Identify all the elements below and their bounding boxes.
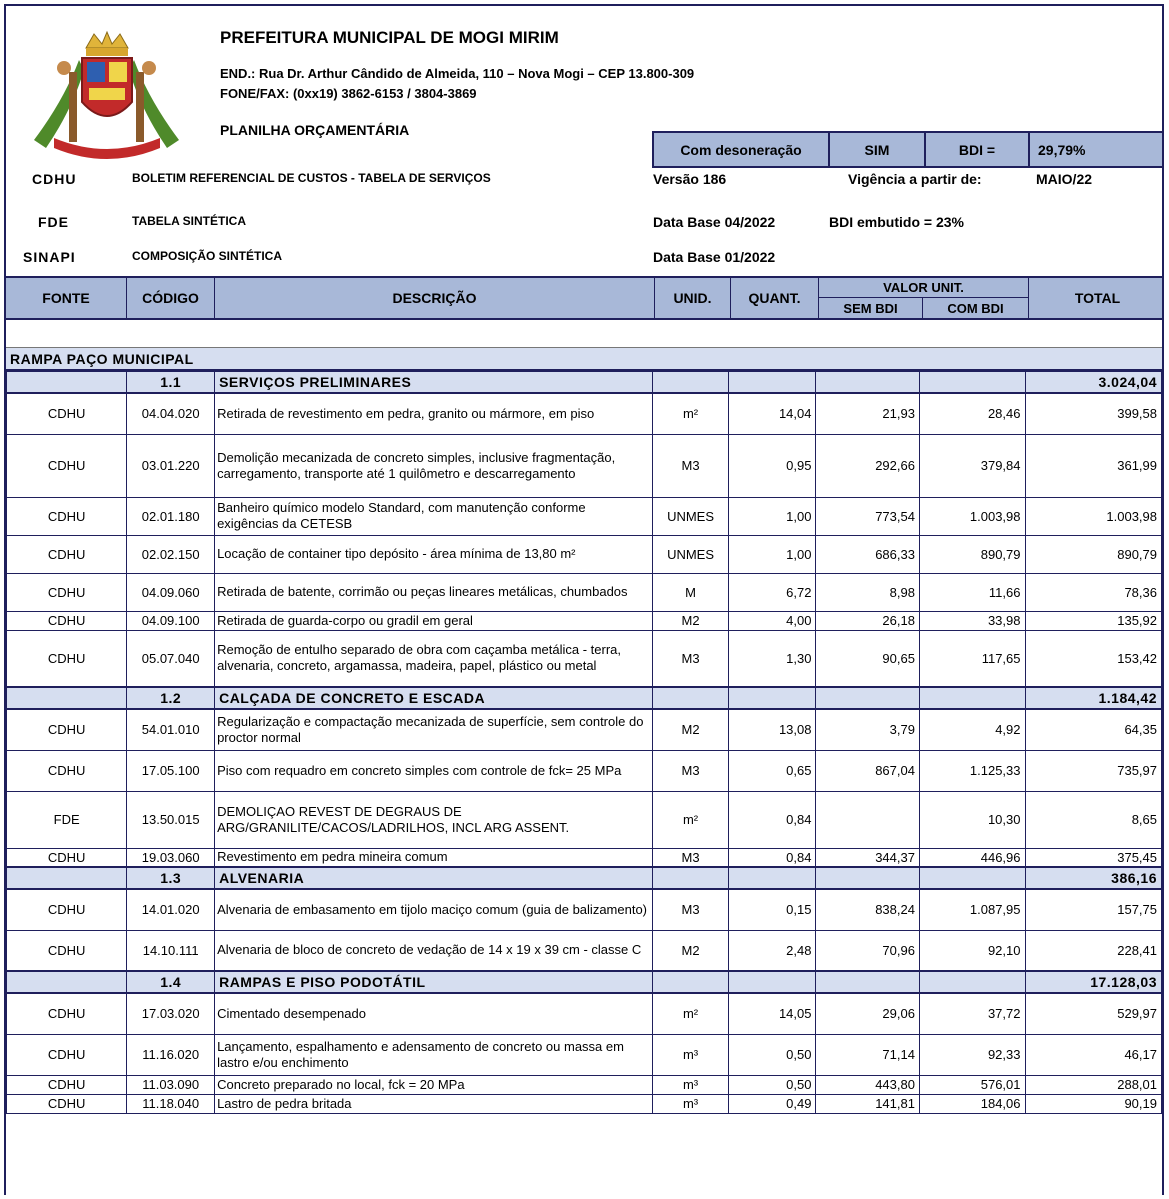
quantity-cell: 1,30 xyxy=(728,630,816,687)
group-fonte-cell xyxy=(7,867,127,889)
fonte-cell: CDHU xyxy=(7,535,127,573)
fonte-cell: CDHU xyxy=(7,930,127,971)
unit-cell: m² xyxy=(653,393,729,434)
unit-cell: UNMES xyxy=(653,497,729,535)
group-total-cell: 17.128,03 xyxy=(1025,971,1162,993)
group-title-cell: SERVIÇOS PRELIMINARES xyxy=(215,371,653,393)
price-sem-bdi-cell: 867,04 xyxy=(816,750,919,791)
table-row xyxy=(7,889,1162,930)
total-cell: 890,79 xyxy=(1025,535,1162,573)
price-com-bdi-cell: 11,66 xyxy=(919,573,1025,611)
table-row xyxy=(7,930,1162,971)
price-com-bdi-cell: 10,30 xyxy=(919,791,1025,848)
source-extra-value: MAIO/22 xyxy=(1036,171,1093,187)
sheet-title: PLANILHA ORÇAMENTÁRIA xyxy=(220,122,410,138)
table-row xyxy=(7,1094,1162,1113)
budget-sheet xyxy=(4,4,1164,1195)
unit-cell: M3 xyxy=(653,434,729,497)
table-row xyxy=(7,848,1162,867)
code-cell: 14.10.111 xyxy=(127,930,215,971)
fonte-cell: FDE xyxy=(7,791,127,848)
price-com-bdi-cell: 576,01 xyxy=(919,1075,1025,1094)
price-sem-bdi-cell: 686,33 xyxy=(816,535,919,573)
code-cell: 19.03.060 xyxy=(127,848,215,867)
col-unid: UNID. xyxy=(655,278,731,318)
unit-cell: m³ xyxy=(653,1034,729,1075)
fonte-cell: CDHU xyxy=(7,497,127,535)
price-sem-bdi-cell: 344,37 xyxy=(816,848,919,867)
quantity-cell: 1,00 xyxy=(728,497,816,535)
fonte-cell: CDHU xyxy=(7,709,127,750)
price-com-bdi-cell: 92,10 xyxy=(919,930,1025,971)
description-cell: Retirada de batente, corrimão ou peças lineares metálicas, chumbados xyxy=(215,573,653,611)
col-total: TOTAL xyxy=(1074,290,1121,306)
group-total-cell: 386,16 xyxy=(1025,867,1162,889)
total-cell: 529,97 xyxy=(1025,993,1162,1034)
code-cell: 03.01.220 xyxy=(127,434,215,497)
price-sem-bdi-cell: 443,80 xyxy=(816,1075,919,1094)
description-cell: Retirada de guarda-corpo ou gradil em geral xyxy=(215,611,653,630)
description-cell: Banheiro químico modelo Standard, com manutenção conforme exigências da CETESB xyxy=(215,497,653,535)
fonte-cell: CDHU xyxy=(7,1075,127,1094)
quantity-cell: 14,05 xyxy=(728,993,816,1034)
fonte-cell: CDHU xyxy=(7,1094,127,1113)
total-cell: 64,35 xyxy=(1025,709,1162,750)
total-cell: 135,92 xyxy=(1025,611,1162,630)
source-row-fde xyxy=(6,214,1162,242)
price-com-bdi-cell: 184,06 xyxy=(919,1094,1025,1113)
description-cell: Lastro de pedra britada xyxy=(215,1094,653,1113)
table-row xyxy=(7,791,1162,848)
quantity-cell: 6,72 xyxy=(728,573,816,611)
group-row xyxy=(7,867,1162,889)
fonte-cell: CDHU xyxy=(7,611,127,630)
price-sem-bdi-cell: 292,66 xyxy=(816,434,919,497)
description-cell: Alvenaria de bloco de concreto de vedação de 14 x 19 x 39 cm - classe C xyxy=(215,930,653,971)
col-valor-unit: VALOR UNIT. xyxy=(819,278,1029,298)
price-sem-bdi-cell: 3,79 xyxy=(816,709,919,750)
quantity-cell: 2,48 xyxy=(728,930,816,971)
quantity-cell: 4,00 xyxy=(728,611,816,630)
fonte-cell: CDHU xyxy=(7,393,127,434)
price-com-bdi-cell: 1.003,98 xyxy=(919,497,1025,535)
quantity-cell: 0,84 xyxy=(728,848,816,867)
quantity-cell: 0,65 xyxy=(728,750,816,791)
code-cell: 17.05.100 xyxy=(127,750,215,791)
code-cell: 11.16.020 xyxy=(127,1034,215,1075)
unit-cell: M3 xyxy=(653,750,729,791)
group-com-cell xyxy=(919,867,1025,889)
source-code: FDE xyxy=(38,214,69,230)
desoneracao-label: Com desoneração xyxy=(654,133,830,166)
unit-cell: M2 xyxy=(653,709,729,750)
price-com-bdi-cell: 1.087,95 xyxy=(919,889,1025,930)
description-cell: Regularização e compactação mecanizada de superfície, sem controle do proctor normal xyxy=(215,709,653,750)
group-sem-cell xyxy=(816,971,919,993)
unit-cell: m³ xyxy=(653,1075,729,1094)
description-cell: Remoção de entulho separado de obra com caçamba metálica - terra, alvenaria, concreto, argamassa, madeira, papel, plástico ou metal xyxy=(215,630,653,687)
quantity-cell: 0,15 xyxy=(728,889,816,930)
total-cell: 228,41 xyxy=(1025,930,1162,971)
code-cell: 04.09.100 xyxy=(127,611,215,630)
description-cell: Piso com requadro em concreto simples com controle de fck= 25 MPa xyxy=(215,750,653,791)
description-cell: Demolição mecanizada de concreto simples, inclusive fragmentação, carregamento, transporte até 1 quilômetro e descarregamento xyxy=(215,434,653,497)
group-com-cell xyxy=(919,971,1025,993)
total-cell: 46,17 xyxy=(1025,1034,1162,1075)
price-sem-bdi-cell: 26,18 xyxy=(816,611,919,630)
code-cell: 11.18.040 xyxy=(127,1094,215,1113)
fonte-cell: CDHU xyxy=(7,573,127,611)
price-com-bdi-cell: 92,33 xyxy=(919,1034,1025,1075)
group-unid-cell xyxy=(653,867,729,889)
source-code: CDHU xyxy=(32,171,77,187)
col-codigo: CÓDIGO xyxy=(127,278,215,318)
price-com-bdi-cell: 33,98 xyxy=(919,611,1025,630)
price-sem-bdi-cell: 29,06 xyxy=(816,993,919,1034)
description-cell: Retirada de revestimento em pedra, granito ou mármore, em piso xyxy=(215,393,653,434)
price-com-bdi-cell: 37,72 xyxy=(919,993,1025,1034)
table-row xyxy=(7,535,1162,573)
col-com-bdi: COM BDI xyxy=(923,298,1029,318)
code-cell: 04.09.060 xyxy=(127,573,215,611)
unit-cell: M xyxy=(653,573,729,611)
unit-cell: m² xyxy=(653,791,729,848)
quantity-cell: 14,04 xyxy=(728,393,816,434)
price-sem-bdi-cell: 71,14 xyxy=(816,1034,919,1075)
total-cell: 1.003,98 xyxy=(1025,497,1162,535)
group-quant-cell xyxy=(728,867,816,889)
group-quant-cell xyxy=(728,371,816,393)
description-cell: Lançamento, espalhamento e adensamento de concreto ou massa em lastro e/ou enchimento xyxy=(215,1034,653,1075)
table-row xyxy=(7,1034,1162,1075)
source-info: Data Base 01/2022 xyxy=(653,249,776,265)
fonte-cell: CDHU xyxy=(7,434,127,497)
unit-cell: M2 xyxy=(653,611,729,630)
total-cell: 78,36 xyxy=(1025,573,1162,611)
bdi-label: BDI = xyxy=(926,133,1030,166)
price-com-bdi-cell: 379,84 xyxy=(919,434,1025,497)
fonte-cell: CDHU xyxy=(7,630,127,687)
group-total-cell: 1.184,42 xyxy=(1025,687,1162,709)
group-unid-cell xyxy=(653,971,729,993)
price-com-bdi-cell: 1.125,33 xyxy=(919,750,1025,791)
table-row xyxy=(7,434,1162,497)
price-sem-bdi-cell: 838,24 xyxy=(816,889,919,930)
code-cell: 11.03.090 xyxy=(127,1075,215,1094)
fonte-cell: CDHU xyxy=(7,889,127,930)
price-sem-bdi-cell: 70,96 xyxy=(816,930,919,971)
source-row-sinapi xyxy=(6,249,1162,277)
unit-cell: m³ xyxy=(653,1094,729,1113)
code-cell: 02.01.180 xyxy=(127,497,215,535)
quantity-cell: 0,84 xyxy=(728,791,816,848)
group-title-cell: RAMPAS E PISO PODOTÁTIL xyxy=(215,971,653,993)
table-row xyxy=(7,1075,1162,1094)
price-com-bdi-cell: 446,96 xyxy=(919,848,1025,867)
price-com-bdi-cell: 28,46 xyxy=(919,393,1025,434)
source-info: Versão 186 xyxy=(653,171,727,187)
code-cell: 54.01.010 xyxy=(127,709,215,750)
unit-cell: M3 xyxy=(653,848,729,867)
source-desc: TABELA SINTÉTICA xyxy=(132,214,246,228)
total-cell: 157,75 xyxy=(1025,889,1162,930)
total-cell: 361,99 xyxy=(1025,434,1162,497)
description-cell: Locação de container tipo depósito - área mínima de 13,80 m² xyxy=(215,535,653,573)
total-cell: 153,42 xyxy=(1025,630,1162,687)
quantity-cell: 0,49 xyxy=(728,1094,816,1113)
group-title-cell: CALÇADA DE CONCRETO E ESCADA xyxy=(215,687,653,709)
price-sem-bdi-cell: 90,65 xyxy=(816,630,919,687)
description-cell: DEMOLIÇAO REVEST DE DEGRAUS DE ARG/GRANILITE/CACOS/LADRILHOS, INCL ARG ASSENT. xyxy=(215,791,653,848)
bdi-value: 29,79% xyxy=(1038,141,1086,158)
group-com-cell xyxy=(919,687,1025,709)
unit-cell: UNMES xyxy=(653,535,729,573)
table-row xyxy=(7,393,1162,434)
fonte-cell: CDHU xyxy=(7,750,127,791)
price-sem-bdi-cell: 773,54 xyxy=(816,497,919,535)
total-cell: 735,97 xyxy=(1025,750,1162,791)
price-sem-bdi-cell xyxy=(816,791,919,848)
table-row xyxy=(7,611,1162,630)
table-row xyxy=(7,709,1162,750)
code-cell: 14.01.020 xyxy=(127,889,215,930)
group-row xyxy=(7,971,1162,993)
code-cell: 05.07.040 xyxy=(127,630,215,687)
table-row xyxy=(7,750,1162,791)
description-cell: Concreto preparado no local, fck = 20 MPa xyxy=(215,1075,653,1094)
table-header xyxy=(6,276,1164,320)
fonte-cell: CDHU xyxy=(7,993,127,1034)
fonte-cell: CDHU xyxy=(7,848,127,867)
table-row xyxy=(7,497,1162,535)
source-extra: Vigência a partir de: xyxy=(848,171,982,187)
total-cell: 288,01 xyxy=(1025,1075,1162,1094)
table-row xyxy=(7,573,1162,611)
table-row xyxy=(7,630,1162,687)
source-desc: COMPOSIÇÃO SINTÉTICA xyxy=(132,249,283,263)
price-sem-bdi-cell: 21,93 xyxy=(816,393,919,434)
total-cell: 8,65 xyxy=(1025,791,1162,848)
quantity-cell: 1,00 xyxy=(728,535,816,573)
org-address: END.: Rua Dr. Arthur Cândido de Almeida, 110 – Nova Mogi – CEP 13.800-309 xyxy=(220,66,695,81)
col-descricao: DESCRIÇÃO xyxy=(215,278,655,318)
group-total-cell: 3.024,04 xyxy=(1025,371,1162,393)
quantity-cell: 0,50 xyxy=(728,1034,816,1075)
section-title: RAMPA PAÇO MUNICIPAL xyxy=(6,348,1164,370)
price-sem-bdi-cell: 8,98 xyxy=(816,573,919,611)
source-desc: BOLETIM REFERENCIAL DE CUSTOS - TABELA DE SERVIÇOS xyxy=(132,171,491,185)
quantity-cell: 0,50 xyxy=(728,1075,816,1094)
fonte-cell: CDHU xyxy=(7,1034,127,1075)
description-cell: Cimentado desempenado xyxy=(215,993,653,1034)
org-phone: FONE/FAX: (0xx19) 3862-6153 / 3804-3869 xyxy=(220,86,477,101)
col-quant: QUANT. xyxy=(731,278,819,318)
quantity-cell: 0,95 xyxy=(728,434,816,497)
source-row-cdhu xyxy=(6,171,1162,199)
group-sem-cell xyxy=(816,867,919,889)
unit-cell: M3 xyxy=(653,889,729,930)
group-quant-cell xyxy=(728,687,816,709)
group-row xyxy=(7,371,1162,393)
group-sem-cell xyxy=(816,371,919,393)
group-title-cell: ALVENARIA xyxy=(215,867,653,889)
group-sem-cell xyxy=(816,687,919,709)
price-com-bdi-cell: 117,65 xyxy=(919,630,1025,687)
quantity-cell: 13,08 xyxy=(728,709,816,750)
total-cell: 399,58 xyxy=(1025,393,1162,434)
source-info: Data Base 04/2022 xyxy=(653,214,776,230)
spacer-row xyxy=(6,320,1164,348)
code-cell: 17.03.020 xyxy=(127,993,215,1034)
group-code-cell: 1.4 xyxy=(127,971,215,993)
group-fonte-cell xyxy=(7,971,127,993)
group-code-cell: 1.3 xyxy=(127,867,215,889)
bdi-box xyxy=(652,131,1164,168)
description-cell: Revestimento em pedra mineira comum xyxy=(215,848,653,867)
group-com-cell xyxy=(919,371,1025,393)
price-com-bdi-cell: 890,79 xyxy=(919,535,1025,573)
col-fonte: FONTE xyxy=(6,278,127,318)
col-sem-bdi: SEM BDI xyxy=(819,298,923,318)
unit-cell: m² xyxy=(653,993,729,1034)
price-com-bdi-cell: 4,92 xyxy=(919,709,1025,750)
group-fonte-cell xyxy=(7,371,127,393)
price-sem-bdi-cell: 141,81 xyxy=(816,1094,919,1113)
code-cell: 02.02.150 xyxy=(127,535,215,573)
group-fonte-cell xyxy=(7,687,127,709)
desoneracao-value: SIM xyxy=(830,133,926,166)
unit-cell: M3 xyxy=(653,630,729,687)
code-cell: 13.50.015 xyxy=(127,791,215,848)
source-code: SINAPI xyxy=(23,249,76,265)
budget-table xyxy=(6,370,1162,1114)
org-name: PREFEITURA MUNICIPAL DE MOGI MIRIM xyxy=(220,28,559,47)
total-cell: 90,19 xyxy=(1025,1094,1162,1113)
group-row xyxy=(7,687,1162,709)
group-code-cell: 1.2 xyxy=(127,687,215,709)
table-row xyxy=(7,993,1162,1034)
coat-of-arms-logo xyxy=(24,30,189,160)
code-cell: 04.04.020 xyxy=(127,393,215,434)
unit-cell: M2 xyxy=(653,930,729,971)
description-cell: Alvenaria de embasamento em tijolo maciço comum (guia de balizamento) xyxy=(215,889,653,930)
source-extra: BDI embutido = 23% xyxy=(829,214,964,230)
group-unid-cell xyxy=(653,687,729,709)
group-code-cell: 1.1 xyxy=(127,371,215,393)
group-quant-cell xyxy=(728,971,816,993)
group-unid-cell xyxy=(653,371,729,393)
total-cell: 375,45 xyxy=(1025,848,1162,867)
